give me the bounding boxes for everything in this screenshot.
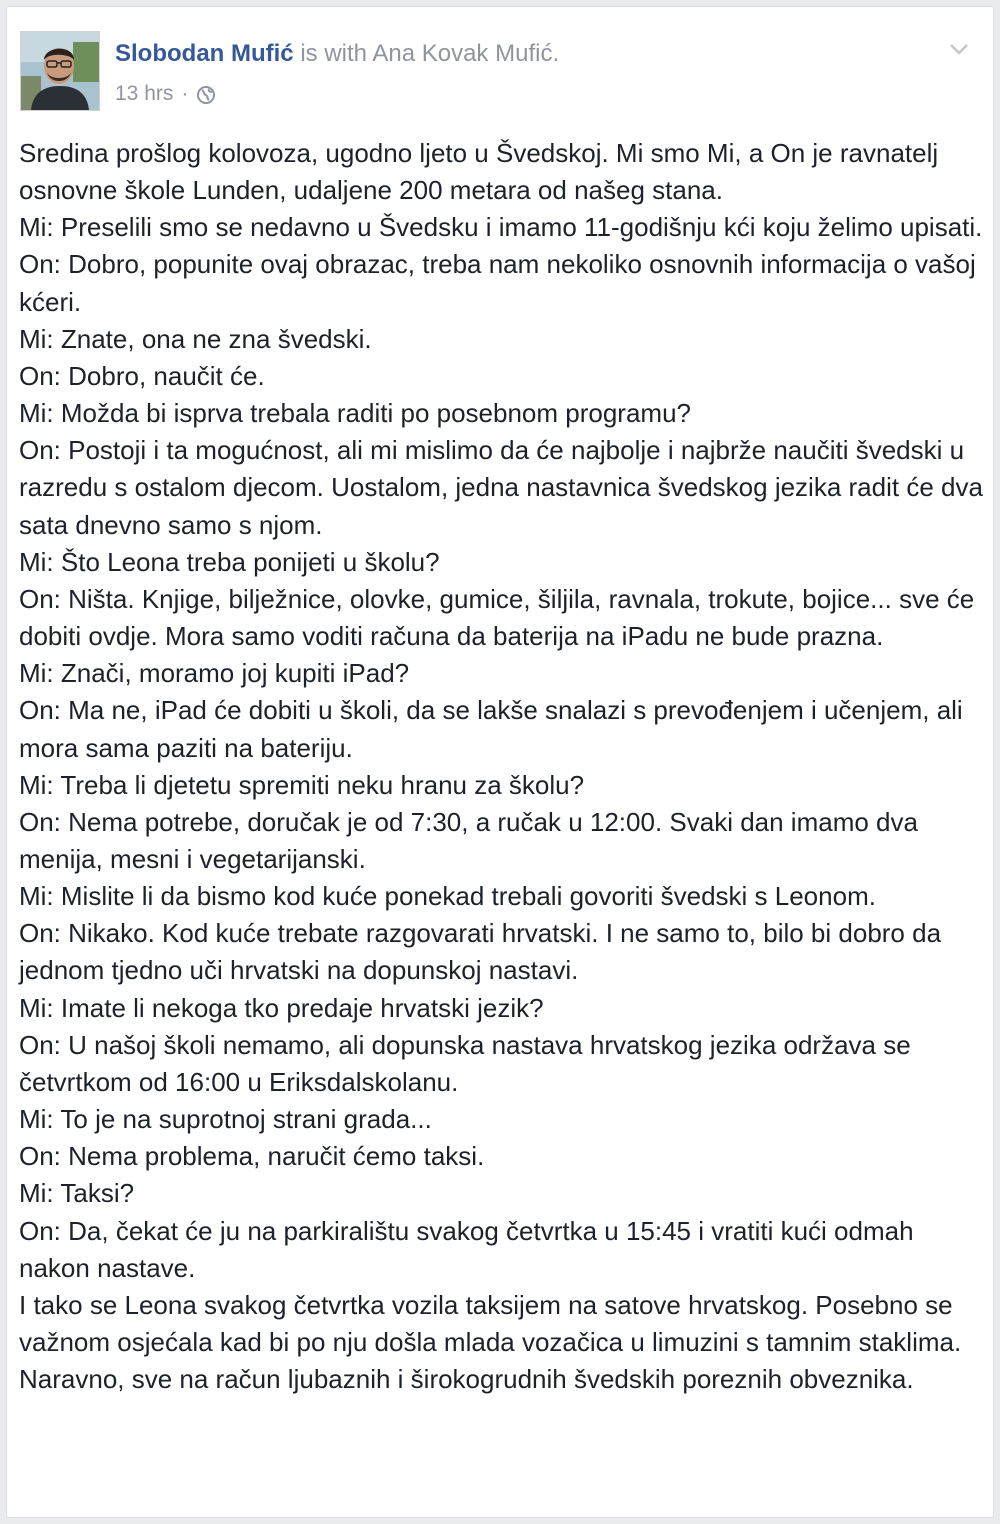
post-meta: [115, 79, 216, 109]
timestamp[interactable]: 13 hrs: [115, 82, 174, 105]
post-body: [19, 135, 985, 1398]
avatar[interactable]: [20, 31, 100, 111]
meta-separator: ·: [181, 82, 189, 105]
post-paragraph: On: Nikako. Kod kuće trebate razgovarati hrvatski. I ne samo to, bilo bi dobro da jednom tjedno uči hrvatski na dopunskoj nastavi.: [19, 918, 942, 986]
post-card: [6, 6, 994, 1518]
post-paragraph: Mi: Treba li djetetu spremiti neku hranu za školu?: [19, 769, 585, 800]
post-paragraph: On: Dobro, naučit će.: [19, 360, 265, 391]
with-text: is with: [300, 40, 368, 67]
post-paragraph: On: Da, čekat će ju na parkiralištu svakog četvrtka u 15:45 i vratiti kući odmah nakon nastave.: [19, 1215, 914, 1283]
post-paragraph: Mi: Možda bi isprva trebala raditi po posebnom programu?: [19, 398, 692, 429]
post-paragraph: On: Dobro, popunite ovaj obrazac, treba nam nekoliko osnovnih informacija o vašoj kćeri.: [19, 249, 976, 317]
post-paragraph: Mi: Mislite li da bismo kod kuće ponekad trebali govoriti švedski s Leonom.: [19, 881, 876, 912]
post-paragraph: Mi: Znate, ona ne zna švedski.: [19, 323, 372, 354]
post-paragraph: On: Nema problema, naručit ćemo taksi.: [19, 1141, 485, 1172]
post-paragraph: Sredina prošlog kolovoza, ugodno ljeto u Švedskoj. Mi smo Mi, a On je ravnatelj osnovne škole Lunden, udaljene 200 metara od našeg stana.: [19, 138, 939, 206]
post-paragraph: On: Ma ne, iPad će dobiti u školi, da se lakše snalazi s prevođenjem i učenjem, ali mora sama paziti na bateriju.: [19, 695, 963, 763]
post-paragraph: On: Ništa. Knjige, bilježnice, olovke, gumice, šiljila, ravnala, trokute, bojice... sve će dobiti ovdje. Mora samo voditi računa da baterija na iPadu ne bude prazna.: [19, 583, 975, 652]
post-paragraph: I tako se Leona svakog četvrtka vozila taksijem na satove hrvatskog. Posebno se važnom osjećala kad bi po nju došla mlada vozačica u limuzini s tamnim staklima. Naravno, sve na račun ljubaznih i širokogrudnih švedskih poreznih obveznika.: [19, 1289, 962, 1395]
post-paragraph: Mi: Preselili smo se nedavno u Švedsku i imamo 11-godišnju kći koju želimo upisati.: [19, 212, 983, 243]
post-paragraph: Mi: Taksi?: [19, 1178, 135, 1209]
post-paragraph: On: Postoji i ta mogućnost, ali mi mislimo da će najbolje i najbrže naučiti švedski u razredu s ostalom djecom. Uostalom, jedna nastavnica švedskog jezika radit će dva sata dnevno samo s njom.: [19, 435, 983, 540]
post-paragraph: Mi: To je na suprotnoj strani grada...: [19, 1104, 432, 1135]
post-paragraph: On: U našoj školi nemamo, ali dopunska nastava hrvatskog jezika održava se četvrtkom od 16:00 u Eriksdalskolanu.: [19, 1029, 911, 1097]
globe-icon[interactable]: [196, 84, 216, 104]
profile-photo: [21, 32, 99, 110]
author-name[interactable]: Slobodan Mufić: [115, 40, 294, 67]
chevron-down-icon[interactable]: [947, 37, 971, 61]
post-header: [115, 37, 559, 71]
tagged-name[interactable]: Ana Kovak Mufić.: [372, 40, 560, 67]
post-paragraph: On: Nema potrebe, doručak je od 7:30, a ručak u 12:00. Svaki dan imamo dva menija, mesni i vegetarijanski.: [19, 806, 918, 874]
post-paragraph: Mi: Znači, moramo joj kupiti iPad?: [19, 658, 410, 689]
post-paragraph: Mi: Imate li nekoga tko predaje hrvatski jezik?: [19, 992, 544, 1023]
post-paragraph: Mi: Što Leona treba ponijeti u školu?: [19, 546, 440, 577]
